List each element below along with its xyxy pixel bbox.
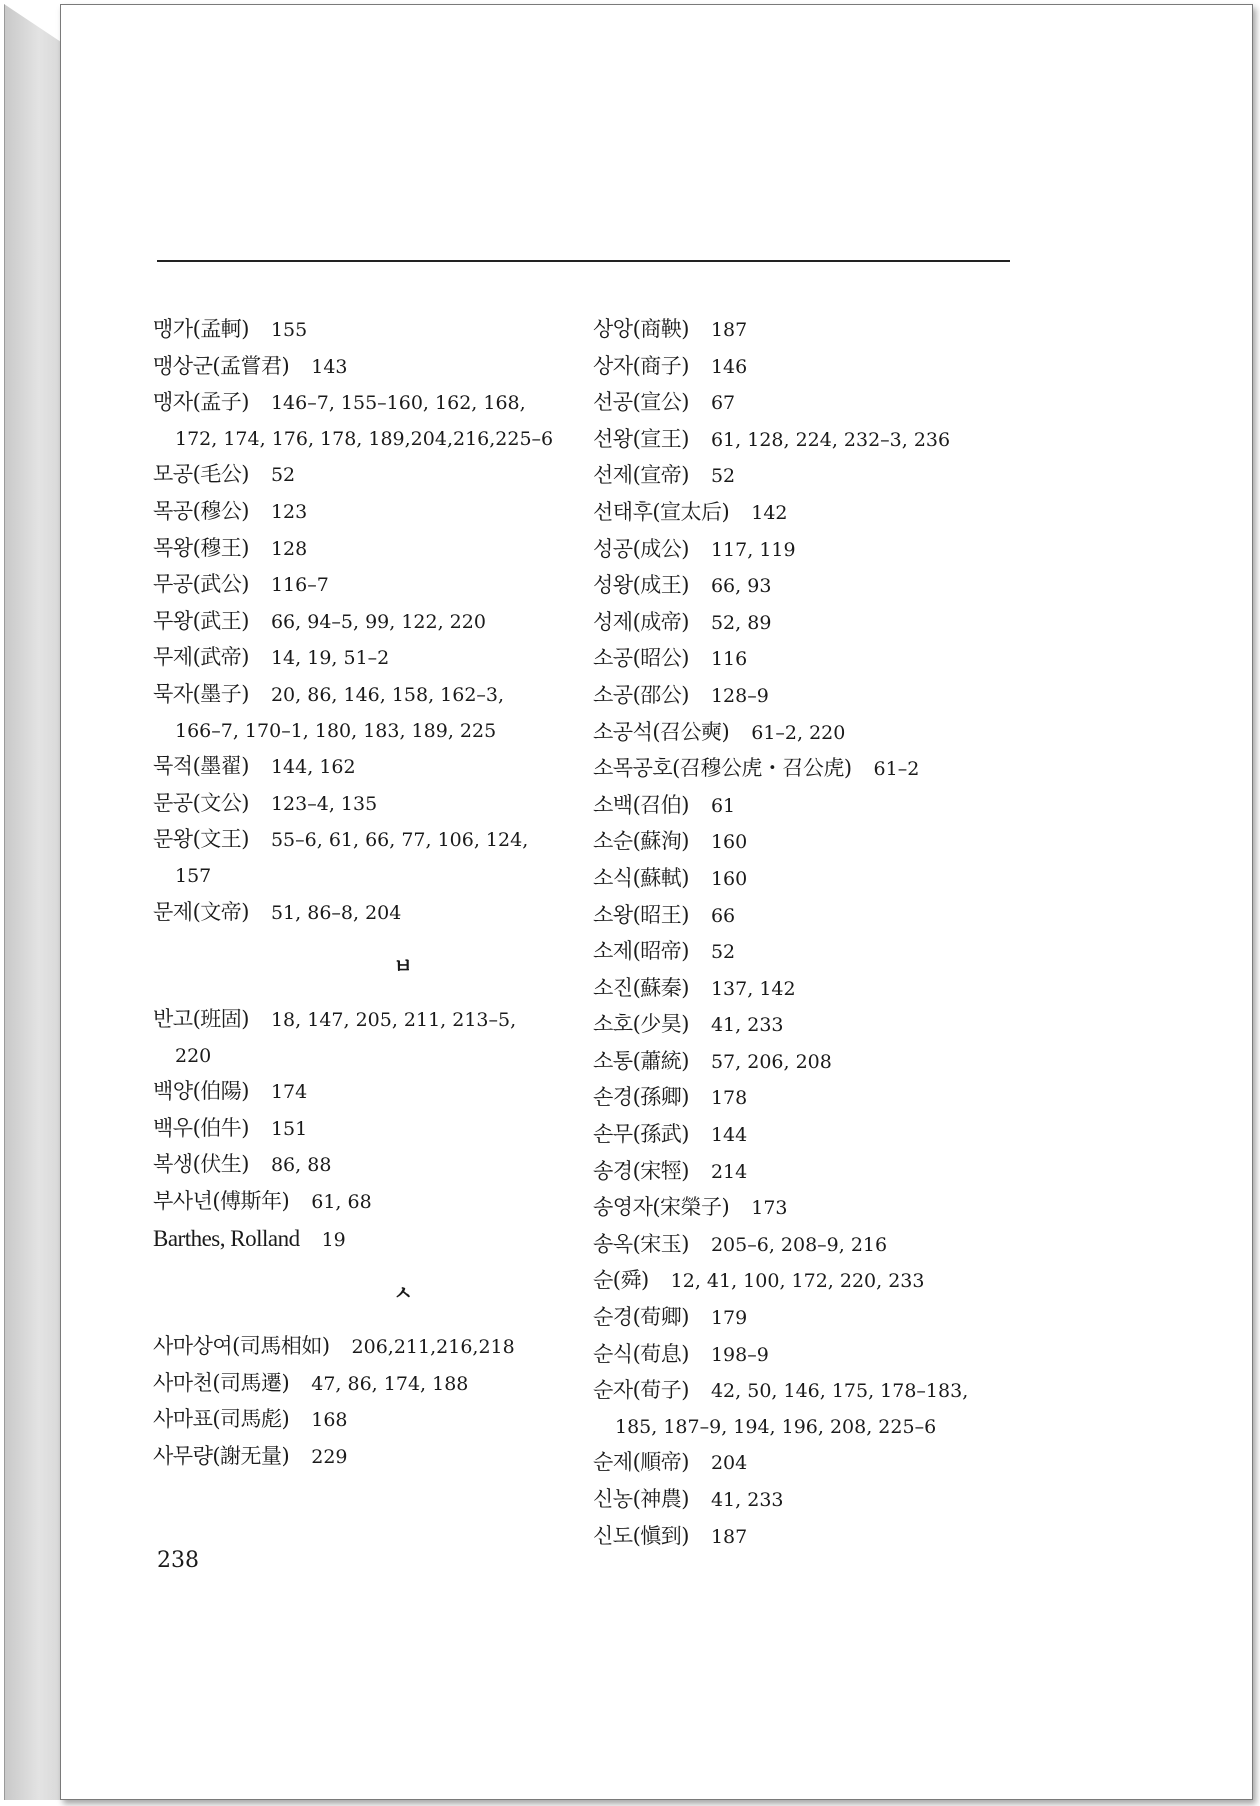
section-heading: ㅂ [393,954,413,979]
index-page-refs: 66 [710,904,736,927]
index-column-left [153,312,623,1476]
index-term: 맹자(孟子) [153,390,249,415]
index-page-refs: 52, 89 [710,611,772,634]
index-entry [593,495,1113,532]
index-entry [593,312,1113,349]
index-page-refs: 160 [710,867,748,890]
index-term: 무제(武帝) [153,645,249,670]
index-entry [593,1117,1113,1154]
index-entry [153,312,623,349]
index-entry [153,1329,623,1366]
index-page-refs: 12, 41, 100, 172, 220, 233 [670,1270,925,1293]
index-entry [593,1007,1113,1044]
index-page-refs: 174 [270,1081,308,1104]
index-page-refs: 19 [321,1228,346,1251]
index-entry [593,568,1113,605]
index-page-refs: 61, 128, 224, 232–3, 236 [710,428,951,451]
index-page-refs: 214 [710,1160,748,1183]
index-entry [593,349,1113,386]
index-page-refs: 151 [270,1117,308,1140]
index-entry-continuation: 172, 174, 176, 178, 189,204,216,225–6 [175,427,554,450]
index-page-refs: 41, 233 [710,1489,784,1511]
index-term: 소공(昭公) [593,646,689,671]
index-entry [153,749,623,786]
index-page-refs: 57, 206, 208 [710,1050,832,1073]
index-term: 무왕(武王) [153,608,249,633]
index-page-refs: 146–7, 155–160, 162, 168, [270,392,526,415]
index-term: 소공석(召公奭) [593,719,730,744]
index-page-refs: 61–2, 220 [751,721,846,744]
index-term: 백우(伯牛) [153,1115,249,1140]
index-page-refs: 42, 50, 146, 175, 178–183, [710,1380,969,1403]
index-term: 복생(伏生) [153,1152,249,1177]
index-term: 사무량(謝无量) [153,1444,290,1469]
index-term: Barthes, Rolland [153,1225,300,1251]
index-entry [593,715,1113,752]
index-entry [593,1263,1113,1300]
index-page-refs: 155 [270,319,308,341]
index-entry [153,786,623,823]
index-term: 사마상여(司馬相如) [153,1334,330,1359]
index-page-refs: 117, 119 [710,538,796,561]
index-term: 순제(順帝) [593,1450,689,1475]
index-entry [593,1445,1113,1482]
index-entry [153,349,623,386]
index-term: 묵자(墨子) [153,681,249,706]
index-entry [593,1337,1113,1374]
index-term: 송옥(宋玉) [593,1231,689,1256]
index-entry [593,1190,1113,1227]
index-page-refs: 178 [710,1087,748,1110]
index-entry [153,494,623,531]
index-term: 문제(文帝) [153,899,249,924]
index-entry [153,1002,623,1039]
index-entry [593,971,1113,1008]
index-term: 소식(蘇軾) [593,865,689,890]
index-page-refs: 51, 86–8, 204 [270,901,402,924]
index-page-refs: 123 [270,500,308,523]
index-term: 사마천(司馬遷) [153,1370,290,1395]
index-page-refs: 14, 19, 51–2 [270,647,390,670]
index-term: 순식(荀息) [593,1341,689,1366]
index-page-refs: 142 [751,501,788,524]
index-page-refs: 52 [270,464,296,487]
index-term: 선왕(宣王) [593,426,689,451]
index-entry [153,1074,623,1111]
index-term: 목공(穆公) [153,498,249,523]
index-entry-continuation: 157 [175,864,212,887]
section-heading: ㅅ [393,1281,413,1306]
index-page-refs: 205–6, 208–9, 216 [710,1233,888,1256]
index-entry [153,1366,623,1403]
index-page-refs: 66, 94–5, 99, 122, 220 [270,610,486,633]
index-entry [153,895,623,932]
index-page-refs: 41, 233 [710,1014,784,1037]
index-term: 손무(孫武) [593,1122,689,1147]
index-term: 선공(宣公) [593,390,689,415]
index-page-refs: 52 [710,465,736,488]
index-entry [593,422,1113,459]
index-entry [593,1373,1113,1410]
index-entry [593,1044,1113,1081]
index-entry [593,1080,1113,1117]
index-term: 성왕(成王) [593,573,689,598]
index-term: 소통(蕭統) [593,1048,689,1073]
index-entry [593,788,1113,825]
index-page-refs: 47, 86, 174, 188 [311,1372,469,1395]
index-term: 백양(伯陽) [153,1079,249,1104]
index-term: 소호(少昊) [593,1012,689,1037]
index-page-refs: 67 [710,392,736,415]
index-entry [153,385,623,422]
header-rule [157,260,1010,262]
index-entry [593,1482,1113,1519]
index-term: 모공(毛公) [153,462,249,487]
index-page-refs: 144, 162 [270,756,356,779]
index-page-refs: 206,211,216,218 [351,1336,515,1359]
index-page-refs: 61, 68 [311,1191,372,1214]
index-term: 선태후(宣太后) [593,499,730,524]
index-page-refs: 55–6, 61, 66, 77, 106, 124, [270,829,529,852]
index-page-refs: 128–9 [710,684,769,707]
index-page-refs: 61–2 [873,758,920,781]
index-term: 맹가(孟軻) [153,317,249,341]
index-entry [153,677,623,714]
index-page-refs: 66, 93 [710,575,772,598]
index-term: 상자(商子) [593,353,689,378]
index-term: 송경(宋牼) [593,1158,689,1183]
index-page-refs: 20, 86, 146, 158, 162–3, [270,683,505,706]
index-entry [153,457,623,494]
index-term: 소백(召伯) [593,792,689,817]
index-page-refs: 179 [710,1307,748,1330]
index-page-refs: 116 [710,648,748,671]
page-number: 238 [157,1548,199,1573]
index-term: 소진(蘇秦) [593,975,689,1000]
index-entry [593,605,1113,642]
index-page-refs: 160 [710,831,748,854]
index-entry [153,1439,623,1476]
index-entry [593,385,1113,422]
index-entry [153,1402,623,1439]
index-entry [153,1147,623,1184]
index-entry-continuation: 220 [175,1044,212,1067]
index-term: 성제(成帝) [593,609,689,634]
index-entry [153,604,623,641]
index-term: 소공(邵公) [593,682,689,707]
index-page-refs: 52 [710,941,736,964]
index-term: 송영자(宋榮子) [593,1195,730,1220]
index-entry [153,1111,623,1148]
index-page-refs: 168 [311,1409,348,1432]
index-entry [153,1221,623,1259]
book-spine-edge [4,4,67,1800]
index-entry [593,1519,1113,1556]
index-entry [593,532,1113,569]
index-term: 소목공호(召穆公虎・召公虎) [593,756,852,781]
index-page-refs: 146 [710,355,748,378]
index-entry [153,531,623,568]
index-entry [593,678,1113,715]
index-term: 사마표(司馬彪) [153,1407,290,1432]
index-entry [153,1184,623,1221]
index-page-refs: 187 [710,1525,748,1548]
index-term: 성공(成公) [593,536,689,561]
index-term: 소왕(昭王) [593,902,689,927]
index-entry [593,751,1113,788]
index-page-refs: 204 [710,1452,748,1475]
index-entry [593,898,1113,935]
index-term: 소제(昭帝) [593,939,689,964]
index-term: 손경(孫卿) [593,1085,689,1110]
index-entry [153,640,623,677]
index-term: 문왕(文王) [153,827,249,852]
index-page-refs: 198–9 [710,1343,769,1366]
index-term: 선제(宣帝) [593,463,689,488]
index-entry-continuation: 166–7, 170–1, 180, 183, 189, 225 [175,719,497,742]
index-entry [593,824,1113,861]
index-term: 상앙(商鞅) [593,317,689,341]
index-term: 문공(文公) [153,790,249,815]
index-entry [153,567,623,604]
index-term: 묵적(墨翟) [153,754,249,779]
index-entry [593,458,1113,495]
index-page-refs: 61 [710,794,736,817]
index-term: 무공(武公) [153,572,249,597]
index-entry [593,1227,1113,1264]
index-page-refs: 143 [311,355,348,378]
index-term: 부사년(傅斯年) [153,1189,290,1214]
index-column-right [593,312,1113,1555]
index-term: 순경(荀卿) [593,1305,689,1330]
index-page-refs: 144 [710,1124,748,1147]
index-term: 순자(荀子) [593,1378,689,1403]
index-entry [153,822,623,859]
index-page-refs: 18, 147, 205, 211, 213–5, [270,1009,517,1032]
index-entry [593,934,1113,971]
index-entry [593,641,1113,678]
index-term: 신도(愼到) [593,1523,689,1548]
index-page-refs: 123–4, 135 [270,792,378,815]
index-entry [593,1300,1113,1337]
index-term: 반고(班固) [153,1007,249,1032]
index-entry [593,1154,1113,1191]
index-term: 순(舜) [593,1268,649,1293]
index-page-refs: 116–7 [270,574,329,597]
index-page-refs: 137, 142 [710,977,796,1000]
index-term: 신농(神農) [593,1487,689,1511]
index-term: 소순(蘇洵) [593,829,689,854]
index-page-refs: 173 [751,1197,788,1220]
index-term: 맹상군(孟嘗君) [153,353,290,378]
index-page-refs: 187 [710,319,748,341]
index-page-refs: 229 [311,1446,348,1469]
index-term: 목왕(穆王) [153,535,249,560]
index-entry [593,861,1113,898]
index-page-refs: 86, 88 [270,1154,332,1177]
index-page-refs: 128 [270,537,308,560]
index-entry-continuation: 185, 187–9, 194, 196, 208, 225–6 [615,1415,937,1438]
